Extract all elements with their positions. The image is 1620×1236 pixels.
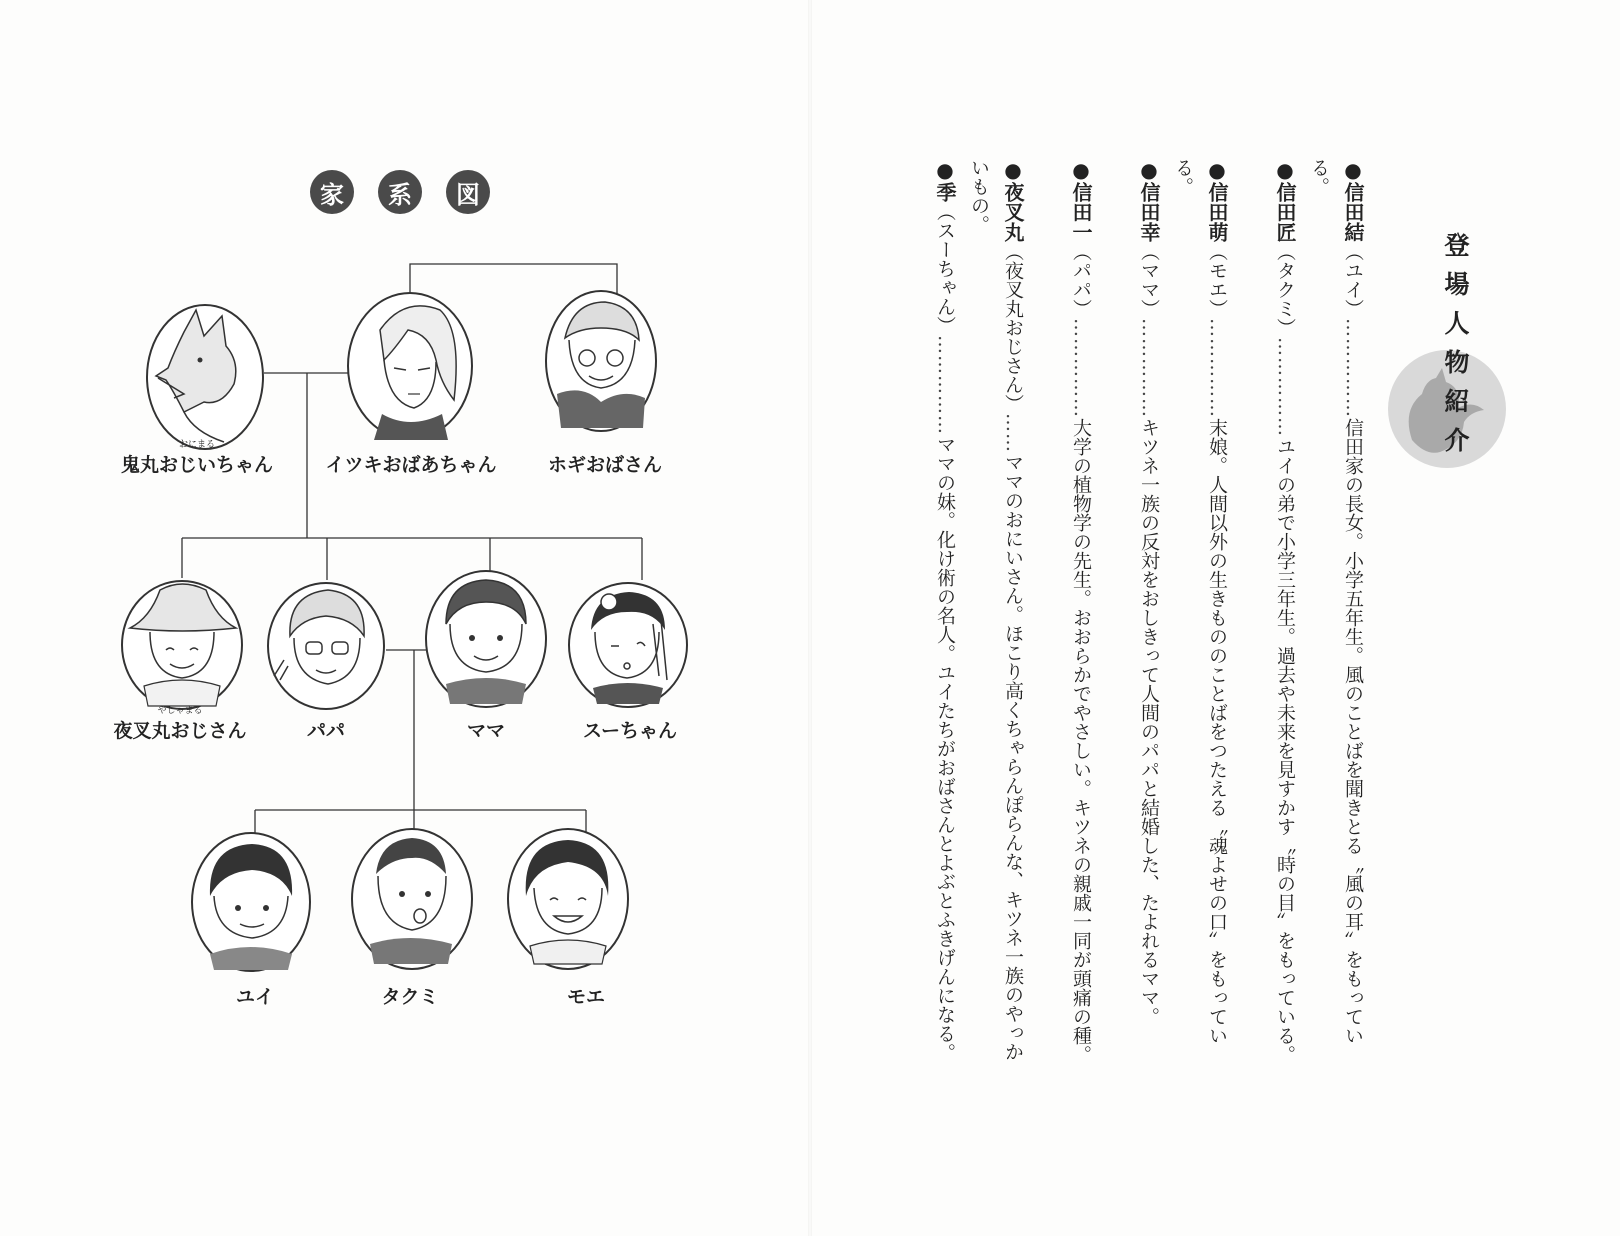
person-label-mama [448, 716, 524, 743]
character-description: ママの妹。化け術の名人。ユイたちがおばさんとよぶとふきげんになる。 [934, 435, 956, 1062]
character-name: ●信田匠 [1273, 158, 1297, 242]
person-name: ユイ [235, 986, 274, 1008]
character-entry [1026, 158, 1098, 1078]
leader-dots: …………… [1070, 318, 1092, 418]
character-nickname: （夜叉丸おじさん） [1002, 242, 1024, 413]
papa-portrait-icon [266, 580, 386, 712]
name-ruby: おにまる [178, 440, 215, 450]
character-name: ●信田幸 [1137, 158, 1161, 242]
character-description: 信田家の長女。小学五年生。風のことばを聞きとる〝風の耳〟をもっている。 [1308, 158, 1364, 1045]
person-label-papa [288, 716, 364, 743]
uncle-portrait-icon [120, 578, 244, 712]
character-entry [1094, 158, 1166, 1078]
character-nickname: （パパ） [1070, 242, 1092, 318]
person-label-onimaru [108, 440, 286, 477]
character-description: キツネ一族の反対をおしきって人間のパパと結婚した、たよれるママ。 [1138, 418, 1160, 1026]
person-name: 夜叉丸おじさん [113, 720, 247, 742]
person-label-itsuki [312, 450, 510, 477]
leader-dots: …………… [1342, 318, 1364, 418]
title-char: 家 [310, 170, 354, 214]
person-name: イツキおばあちゃん [325, 454, 497, 476]
grandmother-portrait-icon [344, 290, 476, 442]
moe-portrait-icon [506, 826, 630, 972]
person-label-yashamaru [100, 706, 260, 743]
takumi-portrait-icon [350, 826, 474, 972]
character-entry [1162, 158, 1234, 1078]
person-label-hogi [530, 450, 680, 477]
character-name: ●信田萌 [1205, 158, 1229, 242]
person-label-su [568, 716, 692, 743]
title-char: 図 [446, 170, 490, 214]
person-name: スーちゃん [582, 720, 678, 742]
character-nickname: （モエ） [1206, 242, 1228, 318]
person-label-takumi [365, 982, 455, 1009]
character-entry [890, 158, 962, 1078]
person-name: ホギおばさん [547, 454, 662, 476]
yui-portrait-icon [190, 830, 312, 974]
character-nickname: （タクミ） [1274, 242, 1296, 337]
leader-dots: …………… [1274, 337, 1296, 437]
person-name: パパ [306, 720, 345, 742]
name-ruby: やしゃまる [157, 706, 203, 716]
character-nickname: （ユイ） [1342, 242, 1364, 318]
character-entry [1298, 158, 1370, 1078]
character-description: ユイの弟で小学三年生。過去や未来を見すかす〝時の目〟をもっている。 [1274, 437, 1296, 1064]
person-name: 鬼丸おじいちゃん [120, 454, 273, 476]
mama-portrait-icon [424, 568, 548, 710]
character-nickname: （スーちゃん） [934, 202, 956, 335]
character-description: 大学の植物学の先生。おおらかでやさしい。キツネの親戚一同が頭痛の種。 [1070, 418, 1092, 1064]
leader-dots: …………… [1206, 318, 1228, 418]
character-name: ●信田一 [1069, 158, 1093, 242]
character-name: ●夜叉丸 [1001, 158, 1025, 242]
section-heading: 登場人物紹介 [1441, 232, 1470, 466]
person-label-moe [546, 982, 626, 1009]
person-name: ママ [466, 720, 505, 742]
character-name: ●季 [933, 158, 957, 202]
person-name: モエ [566, 986, 605, 1008]
old-lady-portrait-icon [543, 288, 659, 434]
leader-dots: …… [1002, 413, 1024, 453]
wolf-portrait-icon [144, 302, 266, 452]
title-char: 系 [378, 170, 422, 214]
character-description: 末娘。人間以外の生きもののことばをつたえる〝魂よせの口〟をもっている。 [1172, 158, 1228, 1045]
character-nickname: （ママ） [1138, 242, 1160, 318]
character-entry [1230, 158, 1302, 1078]
person-name: タクミ [381, 986, 439, 1008]
aunt-portrait-icon [567, 580, 689, 710]
leader-dots: …………… [934, 335, 956, 435]
leader-dots: …………… [1138, 318, 1160, 418]
character-intro-page [810, 0, 1620, 1236]
person-label-yui [215, 982, 295, 1009]
character-name: ●信田結 [1341, 158, 1365, 242]
character-description: ママのおにいさん。ほこり高くちゃらんぽらんな、キツネ一族のやっかいもの。 [968, 158, 1024, 1061]
character-entry [958, 158, 1030, 1078]
